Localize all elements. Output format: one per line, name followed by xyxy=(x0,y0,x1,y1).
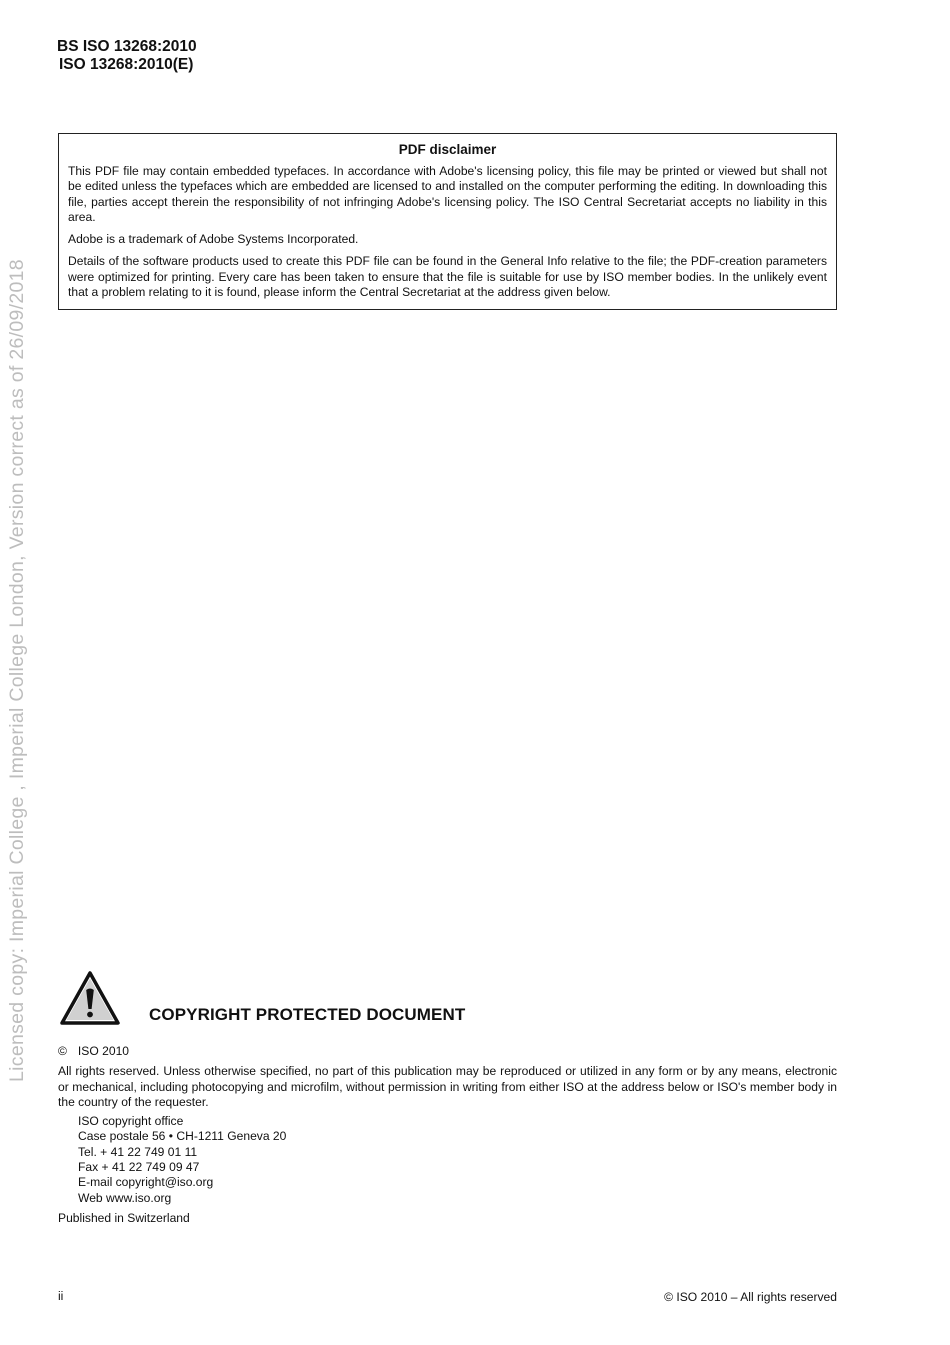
address-line-email: E-mail copyright@iso.org xyxy=(78,1175,214,1190)
address-line-office: ISO copyright office xyxy=(78,1114,184,1129)
copyright-symbol: © xyxy=(58,1044,67,1058)
copyright-notice xyxy=(58,1044,837,1226)
disclaimer-paragraph-typefaces: This PDF file may contain embedded typefaces. In accordance with Adobe's licensing policy, this file may be printed or viewed but shall not be edited unless the typefaces which are embedded are licensed to and installed on the computer performing the editing. In downloading this file, parties accept therein the responsibility of not infringing Adobe's licensing policy. The ISO Central Secretariat accepts no liability in this area. xyxy=(68,164,827,224)
address-line-postal: Case postale 56 • CH-1211 Geneva 20 xyxy=(78,1129,287,1144)
standard-number-bs: BS ISO 13268:2010 xyxy=(57,38,197,55)
iso-address xyxy=(58,1114,837,1206)
pdf-disclaimer-box xyxy=(58,133,837,310)
page-number: ii xyxy=(58,1289,64,1303)
rights-statement: All rights reserved. Unless otherwise specified, no part of this publication may be reproduced or utilized in any form or by any means, electronic or mechanical, including photocopying and microfilm, without permission in writing from either ISO at the address below or ISO's member body in the country of the requester. xyxy=(58,1064,837,1109)
copyright-year: ISO 2010 xyxy=(77,1044,130,1058)
disclaimer-paragraph-trademark: Adobe is a trademark of Adobe Systems Incorporated. xyxy=(68,232,359,247)
license-watermark: Licensed copy: Imperial College , Imperial College London, Version correct as of 26/09/2018 xyxy=(6,259,28,1082)
disclaimer-paragraph-software: Details of the software products used to create this PDF file can be found in the General Info relative to the file; the PDF-creation parameters were optimized for printing. Every care has been taken to ensure that the file is suitable for use by ISO member bodies. In the unlikely event that a problem relating to it is found, please inform the Central Secretariat at the address given below. xyxy=(68,254,827,300)
standard-number-iso: ISO 13268:2010(E) xyxy=(59,56,194,73)
footer-copyright: © ISO 2010 – All rights reserved xyxy=(664,1290,837,1304)
copyright-title: COPYRIGHT PROTECTED DOCUMENT xyxy=(149,1005,466,1024)
copyright-year-line xyxy=(58,1044,837,1059)
address-line-tel: Tel. + 41 22 749 01 11 xyxy=(78,1144,198,1159)
document-header xyxy=(57,38,197,74)
address-line-fax: Fax + 41 22 749 09 47 xyxy=(78,1160,200,1175)
address-line-web: Web www.iso.org xyxy=(78,1190,172,1205)
published-location: Published in Switzerland xyxy=(58,1210,190,1225)
disclaimer-title: PDF disclaimer xyxy=(398,142,497,157)
warning-triangle-icon xyxy=(59,970,121,1026)
